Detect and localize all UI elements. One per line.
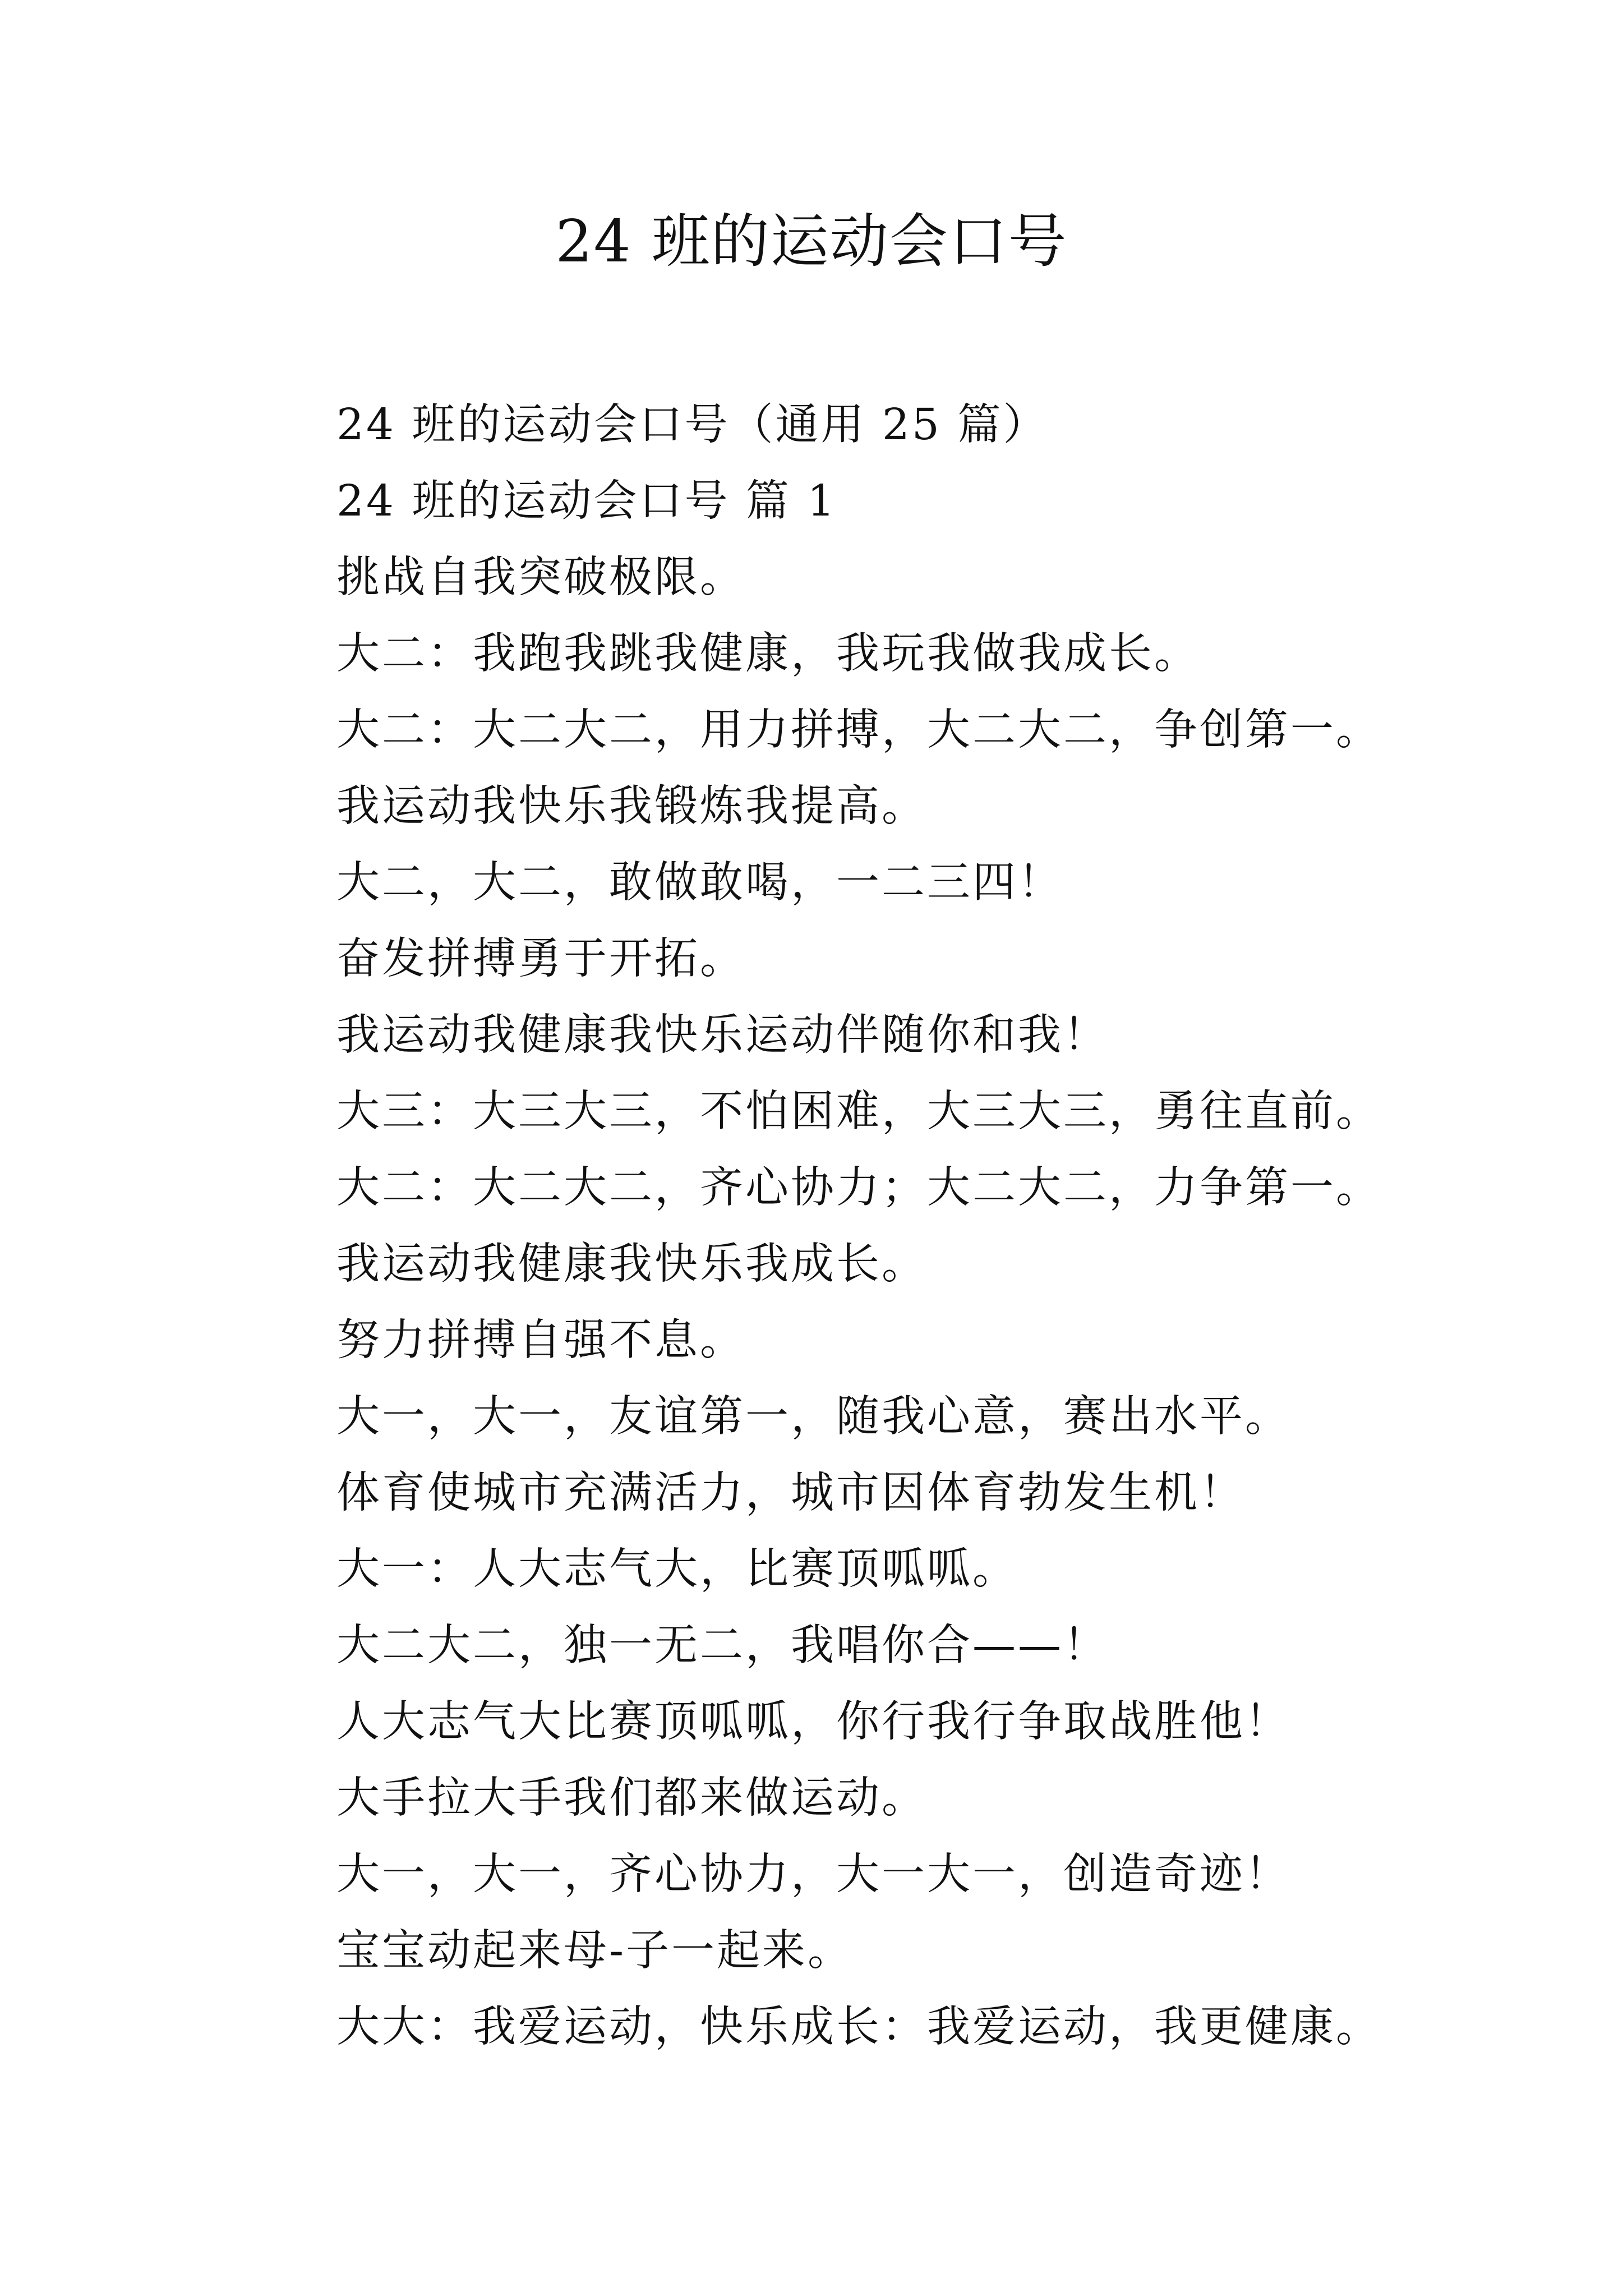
slogan-line: 挑战自我突破极限。 bbox=[336, 553, 745, 602]
document-body bbox=[336, 387, 1492, 2065]
slogan-line: 努力拼搏自强不息。 bbox=[336, 1315, 745, 1365]
slogan-line: 大手拉大手我们都来做运动。 bbox=[336, 1773, 927, 1823]
slogan-line: 大一，大一，齐心协力，大一大一，创造奇迹！ bbox=[336, 1849, 1290, 1899]
slogan-line: 我运动我健康我快乐我成长。 bbox=[336, 1239, 927, 1289]
slogan-line: 人大志气大比赛顶呱呱，你行我行争取战胜他！ bbox=[336, 1697, 1290, 1747]
document-subtitle: 24 班的运动会口号（通用 25 篇） bbox=[336, 400, 1049, 450]
slogan-line: 大一，大一，友谊第一，随我心意，赛出水平。 bbox=[336, 1392, 1290, 1442]
slogan-line: 大一：人大志气大，比赛顶呱呱。 bbox=[336, 1544, 1018, 1594]
slogan-line: 大二：大二大二，用力拼搏，大二大二，争创第一。 bbox=[336, 705, 1381, 755]
slogan-line: 大三：大三大三，不怕困难，大三大三，勇往直前。 bbox=[336, 1087, 1381, 1137]
slogan-line: 大大：我爱运动，快乐成长：我爱运动，我更健康。 bbox=[336, 2002, 1381, 2052]
slogan-line: 体育使城市充满活力，城市因体育勃发生机！ bbox=[336, 1468, 1245, 1518]
slogan-line: 奋发拼搏勇于开拓。 bbox=[336, 934, 745, 984]
slogan-line: 我运动我健康我快乐运动伴随你和我！ bbox=[336, 1010, 1109, 1060]
slogan-line: 我运动我快乐我锻炼我提高。 bbox=[336, 781, 927, 831]
slogan-line: 大二，大二，敢做敢喝，一二三四！ bbox=[336, 858, 1063, 908]
slogan-line: 大二：我跑我跳我健康，我玩我做我成长。 bbox=[336, 629, 1200, 679]
slogan-line: 宝宝动起来母-子一起来。 bbox=[336, 1926, 854, 1976]
section-heading: 24 班的运动会口号 篇 1 bbox=[336, 476, 837, 526]
slogan-line: 大二大二，独一无二，我唱你合——！ bbox=[336, 1621, 1109, 1671]
document-title: 24 班的运动会口号 bbox=[555, 207, 1068, 275]
slogan-line: 大二：大二大二，齐心协力；大二大二，力争第一。 bbox=[336, 1163, 1381, 1213]
